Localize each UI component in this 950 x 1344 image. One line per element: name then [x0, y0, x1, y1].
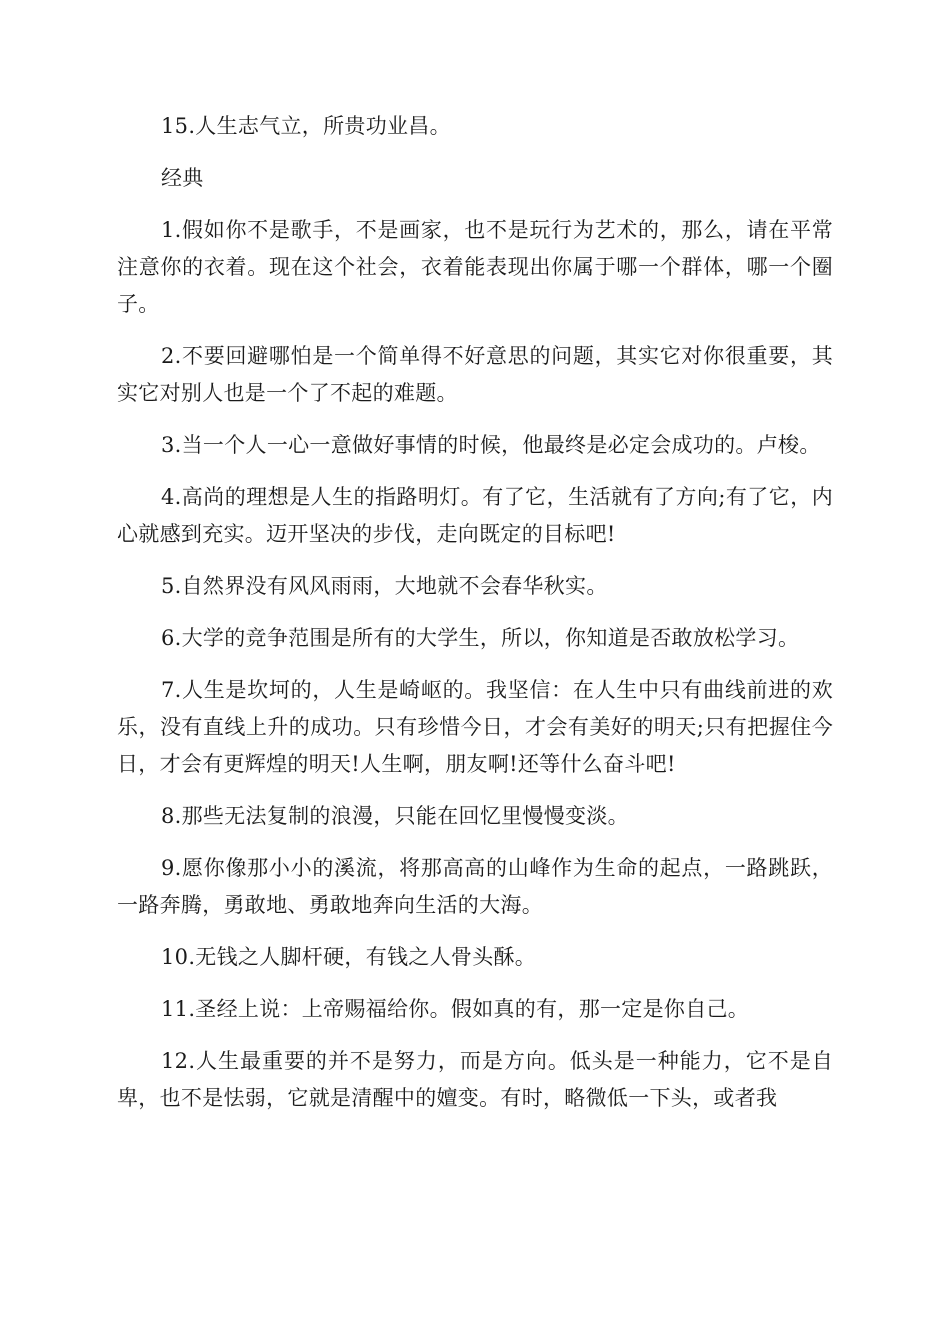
paragraph-7: 7.人生是坎坷的，人生是崎岖的。我坚信：在人生中只有曲线前进的欢乐，没有直线上升的成功。只有珍惜今日，才会有美好的明天;只有把握住今日，才会有更辉煌的明天!人生啊，朋友啊!还等什么奋斗吧! [117, 678, 833, 776]
section-heading: 经典 [161, 166, 204, 190]
paragraph-12: 12.人生最重要的并不是努力，而是方向。低头是一种能力，它不是自卑，也不是怯弱，它就是清醒中的嬗变。有时，略微低一下头，或者我 [117, 1049, 833, 1110]
paragraph-11: 11.圣经上说：上帝赐福给你。假如真的有，那一定是你自己。 [161, 997, 750, 1021]
paragraph-4: 4.高尚的理想是人生的指路明灯。有了它，生活就有了方向;有了它，内心就感到充实。迈开坚决的步伐，走向既定的目标吧! [117, 485, 833, 546]
paragraph-1: 1.假如你不是歌手，不是画家，也不是玩行为艺术的，那么，请在平常注意你的衣着。现在这个社会，衣着能表现出你属于哪一个群体，哪一个圈子。 [117, 218, 833, 316]
paragraph-9: 9.愿你像那小小的溪流，将那高高的山峰作为生命的起点，一路跳跃，一路奔腾，勇敢地、勇敢地奔向生活的大海。 [117, 856, 833, 917]
paragraph-10: 10.无钱之人脚杆硬，有钱之人骨头酥。 [161, 945, 537, 969]
paragraph-8: 8.那些无法复制的浪漫，只能在回忆里慢慢变淡。 [161, 804, 629, 828]
paragraph-15: 15.人生志气立，所贵功业昌。 [161, 114, 451, 138]
paragraph-6: 6.大学的竞争范围是所有的大学生，所以，你知道是否敢放松学习。 [161, 626, 800, 650]
paragraph-5: 5.自然界没有风风雨雨，大地就不会春华秋实。 [161, 574, 608, 598]
paragraph-2: 2.不要回避哪怕是一个简单得不好意思的问题，其实它对你很重要，其实它对别人也是一个了不起的难题。 [117, 344, 833, 405]
paragraph-3: 3.当一个人一心一意做好事情的时候，他最终是必定会成功的。卢梭。 [161, 433, 821, 457]
document-body [117, 108, 833, 1132]
